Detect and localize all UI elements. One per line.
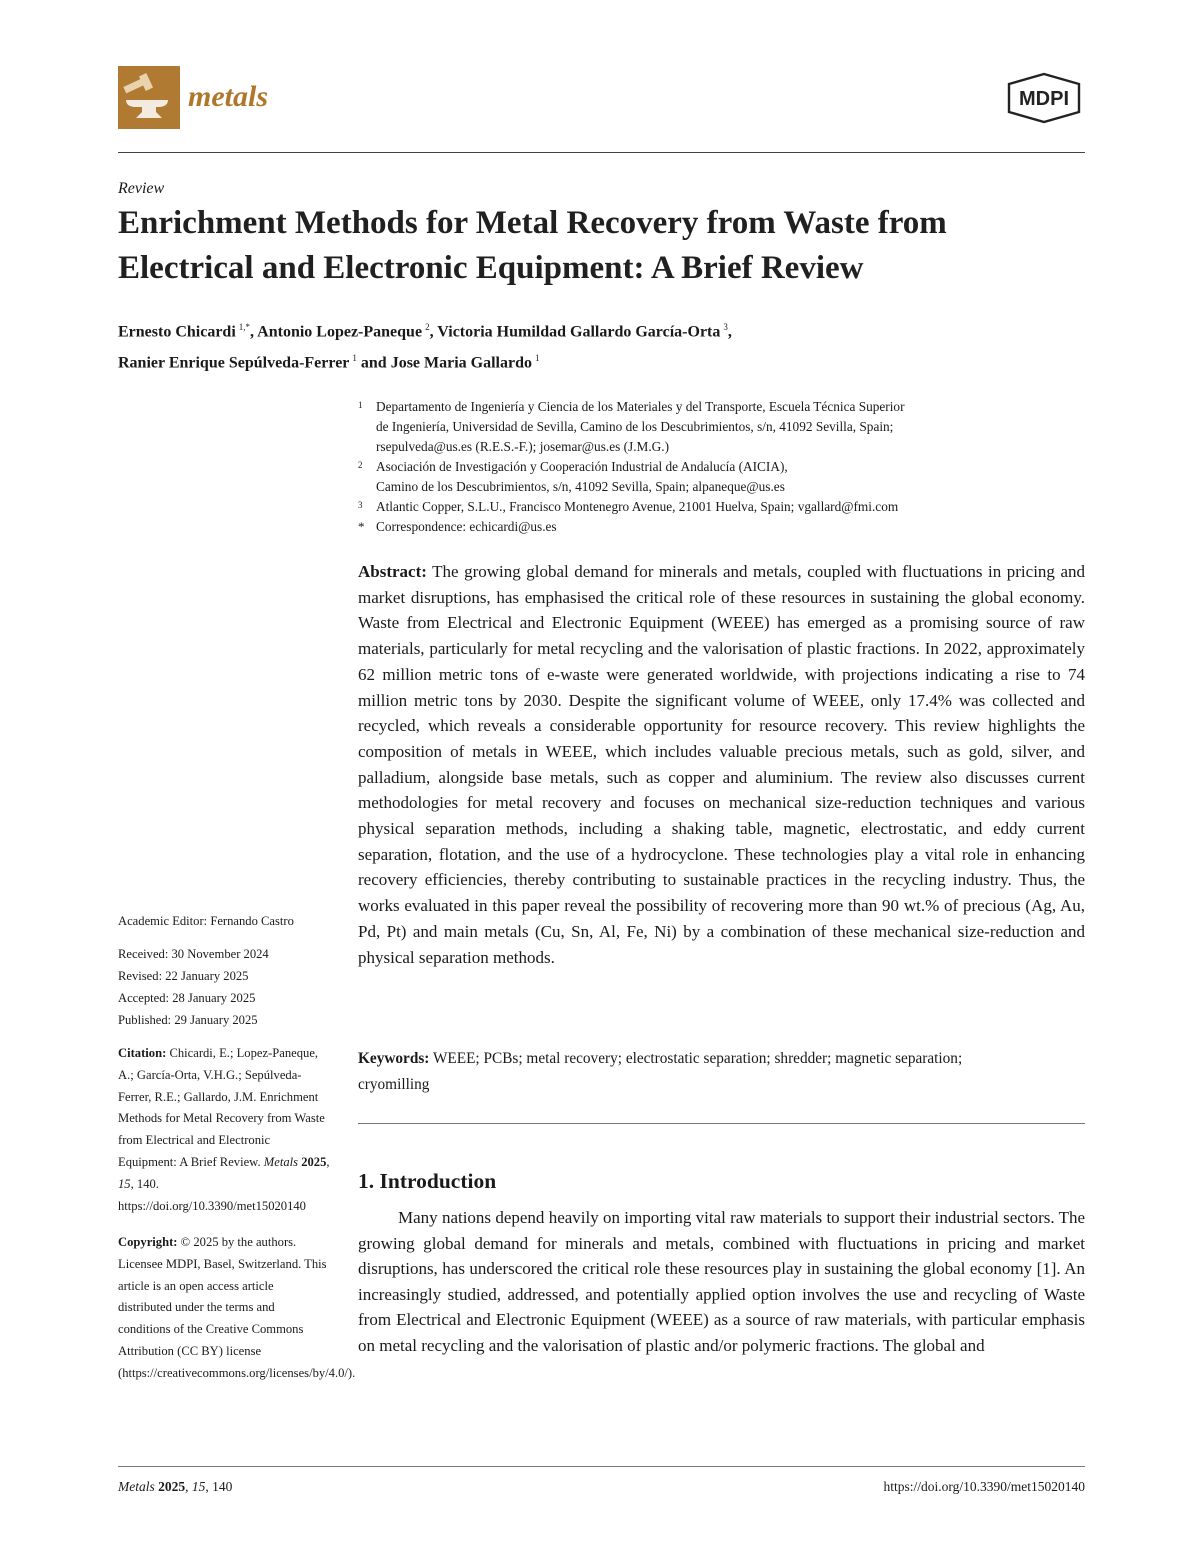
- citation-volume: 15: [118, 1176, 131, 1191]
- footer-year: 2025: [158, 1479, 186, 1494]
- citation-pages: , 140. https://doi.org/10.3390/met15020140: [118, 1176, 306, 1213]
- citation-label: Citation:: [118, 1046, 167, 1060]
- date-accepted: Accepted: 28 January 2025: [118, 991, 256, 1005]
- header-divider: [118, 152, 1085, 153]
- footer-volume: 15: [191, 1479, 206, 1494]
- affiliation-line: [358, 457, 1085, 477]
- footer-divider: [118, 1466, 1085, 1467]
- affiliation-mark: 3: [358, 500, 363, 510]
- affiliation-mark: 1: [358, 400, 363, 410]
- journal-name: metals: [188, 80, 268, 113]
- affiliation-mark: [358, 437, 376, 457]
- abstract: [358, 559, 1085, 970]
- affiliation-text: Correspondence: echicardi@us.es: [376, 519, 557, 534]
- academic-editor: Academic Editor: Fernando Castro: [118, 914, 294, 928]
- affiliation-mark: 2: [358, 460, 363, 470]
- affiliations: [358, 397, 1085, 537]
- affiliation-text: rsepulveda@us.es (R.E.S.-F.); josemar@us.es (J.M.G.): [376, 439, 670, 454]
- citation-year: 2025: [301, 1154, 327, 1169]
- abstract-divider: [358, 1123, 1085, 1124]
- date-revised: Revised: 22 January 2025: [118, 969, 249, 983]
- keywords-label: Keywords:: [358, 1050, 430, 1067]
- copyright: [118, 1232, 356, 1385]
- author-separator: ,: [429, 323, 438, 341]
- author-affiliation-mark: 1: [352, 353, 357, 364]
- author-affiliation-mark: 2: [425, 322, 430, 332]
- affiliation-mark: [358, 417, 376, 437]
- journal-logo: [118, 66, 180, 129]
- footer-doi[interactable]: https://doi.org/10.3390/met15020140: [883, 1479, 1085, 1494]
- footer-citation: Metals 2025, 15, 140: [118, 1479, 233, 1494]
- author-list: [118, 314, 1085, 377]
- mdpi-logo: [1003, 72, 1085, 124]
- anvil-icon: [118, 66, 180, 129]
- abstract-label: Abstract:: [358, 562, 427, 581]
- abstract-text: The growing global demand for minerals and metals, coupled with fluctuations in pricing and market disruptions, has emphasised the critical role of these resources in sustaining the global economy. Waste from Electrical and Electronic Equipment (WEEE) has emerged as a promising source of raw materials, particularly for metal recycling and the valorisation of plastic fractions. In 2022, approximately 62 million metric tons of e-waste were generated worldwide, with projections indicating a rise to 74 million metric tons by 2030. Despite the significant volume of WEEE, only 17.4% was collected and recycled, which reveals a considerable opportunity for resource recovery. This review highlights the composition of metals in WEEE, which includes valuable precious metals, such as gold, silver, and palladium, alongside base metals, such as copper and aluminium. The review also discusses current methodologies for metal recovery and focuses on mechanical size-reduction techniques and various physical separation methods, including a shaking table, magnetic, electrostatic, and eddy current separation, flotation, and the use of a hydrocyclone. These technologies play a vital role in enhancing recovery efficiencies, thereby contributing to sustainable practices in the recycling industry. Thus, the works evaluated in this paper reveal the possibility of recovering more than 90 wt.% of precious (Ag, Au, Pd, Pt) and main metals (Cu, Sn, Al, Fe, Ni) by a combination of these mechanical size-reduction and physical separation methods.: [358, 562, 1085, 967]
- keywords: [358, 1046, 998, 1098]
- article-type: Review: [118, 180, 165, 197]
- section-title: 1. Introduction: [358, 1169, 497, 1193]
- affiliation-line: [358, 497, 1085, 517]
- author-separator: and: [356, 354, 391, 372]
- author-name: Ranier Enrique Sepúlveda-Ferrer: [118, 354, 350, 372]
- intro-paragraph: Many nations depend heavily on importing vital raw materials to support their industrial sectors. The growing global demand for minerals and metals, combined with fluctuations in pricing and market disruptions, has underscored the critical role these resources play in sustaining the global economy [1]. An increasingly studied, addressed, and potentially applied option involves the use and recycling of Waste from Electrical and Electronic Equipment (WEEE) as a source of raw materials, with particular emphasis on metal recycling and the valorisation of plastic and/or polymeric fractions. The global and: [358, 1208, 1085, 1355]
- footer-journal: Metals: [118, 1479, 155, 1494]
- footer-pages: , 140: [205, 1479, 233, 1494]
- affiliation-text: Asociación de Investigación y Cooperación Industrial de Andalucía (AICIA),: [376, 459, 788, 474]
- author-name: Jose Maria Gallardo: [390, 354, 532, 372]
- citation-journal: Metals: [263, 1154, 299, 1169]
- author-name: Ernesto Chicardi: [118, 323, 236, 341]
- author-affiliation-mark: 1,*: [238, 322, 251, 332]
- author-affiliation-mark: 1: [535, 353, 540, 364]
- affiliation-line: [358, 437, 1085, 457]
- author-affiliation-mark: 3: [723, 322, 728, 332]
- author-name: Antonio Lopez-Paneque: [257, 323, 423, 341]
- affiliation-mark: *: [358, 519, 365, 534]
- affiliation-text: de Ingeniería, Universidad de Sevilla, Camino de los Descubrimientos, s/n, 41092 Sevilla, Spain;: [376, 419, 894, 434]
- article-title: Enrichment Methods for Metal Recovery from Waste from Electrical and Electronic Equipment: A Brief Review: [118, 205, 947, 286]
- publisher-name: MDPI: [1019, 88, 1069, 110]
- affiliation-text: Camino de los Descubrimientos, s/n, 41092 Sevilla, Spain; alpaneque@us.es: [376, 479, 785, 494]
- copyright-text: © 2025 by the authors. Licensee MDPI, Basel, Switzerland. This article is an open access article distributed under the terms and conditions of the Creative Commons Attribution (CC BY) license (https://creativecommons.org/licenses/by/4.0/).: [118, 1235, 356, 1380]
- affiliation-text: Departamento de Ingeniería y Ciencia de los Materiales y del Transporte, Escuela Técnica Superior: [376, 399, 905, 414]
- author-name: Victoria Humildad Gallardo García-Orta: [437, 323, 721, 341]
- date-published: Published: 29 January 2025: [118, 1013, 258, 1027]
- affiliation-line: [358, 397, 1085, 417]
- citation: Citation: Chicardi, E.; Lopez-Paneque, A.; García-Orta, V.H.G.; Sepúlveda-Ferrer, R.E.; Gallardo, J.M. Enrichment Methods for Metal Recovery from Waste from Electrical and Electronic Equipment: A Brief Review. Metals 2025, 15, 140. https://doi.org/10.3390/met15020140: [118, 1046, 330, 1213]
- citation-text: Chicardi, E.; Lopez-Paneque, A.; García-Orta, V.H.G.; Sepúlveda-Ferrer, R.E.; Gallardo, J.M. Enrichment Methods for Metal Recovery from Waste from Electrical and Electronic Equipment: A Brief Review.: [118, 1046, 325, 1169]
- copyright-label: Copyright:: [118, 1235, 178, 1249]
- affiliation-text: Atlantic Copper, S.L.U., Francisco Montenegro Avenue, 21001 Huelva, Spain; vgallard@fmi.com: [376, 499, 899, 514]
- affiliation-line: [358, 517, 1085, 537]
- affiliation-mark: [358, 477, 376, 497]
- affiliation-line: [358, 417, 1085, 437]
- date-received: Received: 30 November 2024: [118, 947, 269, 961]
- affiliation-line: [358, 477, 1085, 497]
- keywords-text: WEEE; PCBs; metal recovery; electrostatic separation; shredder; magnetic separation; cryomilling: [358, 1050, 963, 1093]
- author-separator: ,: [250, 323, 258, 341]
- author-separator: ,: [727, 323, 732, 341]
